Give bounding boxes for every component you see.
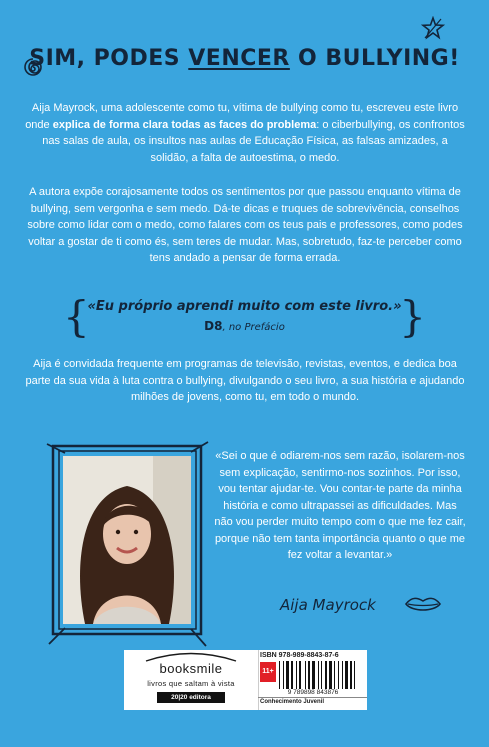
author-signature: Aija Mayrock — [280, 596, 376, 614]
book-category: Conhecimento Juvenil — [260, 699, 325, 705]
author-bio-paragraph: Aija é convidada frequente em programas de televisão, revistas, eventos, e dedica boa parte da sua vida à luta contra o bullying, divulgando o seu livro, a sua história e ajudando milhões de jovens, como tu, em todo o mundo. — [25, 358, 465, 404]
barcode-icon — [278, 661, 364, 689]
pull-quote — [63, 292, 426, 341]
editora-label: 20|20 editora — [157, 692, 225, 703]
publisher-tagline: livros que saltam à vista — [147, 679, 235, 688]
lips-doodle-icon — [404, 594, 442, 614]
publisher-logo — [124, 650, 259, 710]
pull-quote-attribution — [66, 317, 423, 337]
publisher-barcode-box — [124, 650, 367, 710]
pull-quote-author: D8 — [204, 319, 223, 333]
headline-emphasis: VENCER — [188, 46, 290, 71]
pull-quote-source: , no Prefácio — [222, 322, 285, 333]
author-photo — [63, 456, 191, 624]
pull-quote-text: «Eu próprio aprendi muito com este livro.» — [87, 299, 402, 314]
right-brace-icon: } — [399, 292, 426, 341]
headline-post: O BULLYING! — [289, 46, 460, 71]
intro-text-1: Aija Mayrock, uma adolescente como tu, vítima de bullying como tu, escreveu este livro onde — [25, 102, 459, 131]
author-quote: «Sei o que é odiarem-nos sem razão, isolarem-nos sem explicação, sentirmo-nos sozinhos. Por isso, vou tentar ajudar-te. Vou contar-te parte da minha história e como ultrapassei as dificuldades. Mas não vou perder muito tempo com o que me fez cair, porque não tem tanta importância quanto o que me fez voltar a levantar.» — [214, 450, 466, 561]
cover-headline — [0, 46, 489, 71]
age-rating-badge: 11+ — [260, 662, 276, 682]
star-doodle-icon — [421, 16, 445, 40]
publisher-brand: booksmile — [159, 661, 223, 676]
left-brace-icon: { — [63, 292, 90, 341]
headline-pre: SIM, PODES — [29, 46, 189, 71]
divider — [258, 697, 367, 698]
intro-bold-text: explica de forma clara todas as faces do problema — [52, 118, 317, 131]
intro-paragraph — [22, 100, 468, 166]
author-photo-frame — [45, 438, 210, 650]
barcode-number: 9 789898 843876 — [287, 689, 339, 696]
isbn-text: ISBN 978-989-8843-87-6 — [260, 652, 339, 659]
intro-text-2: : o ciberbullying, os confrontos nas salas de aula, os insultos nas aulas de Educação Física, as falsas amizades, a solidão, a falta de autoestima, o medo. — [42, 118, 465, 164]
description-paragraph: A autora expõe corajosamente todos os sentimentos por que passou enquanto vítima de bullying, sem vergonha e sem medo. Dá-te dicas e truques de sobrevivência, conselhos sobre como lidar com o medo, como falares com os teus pais e professores, como podes voltar a gostar de ti como és, sem teres de mudar. Mas, sobretudo, faz-te perceber como tens andado a pensar de forma errada. — [27, 186, 463, 265]
